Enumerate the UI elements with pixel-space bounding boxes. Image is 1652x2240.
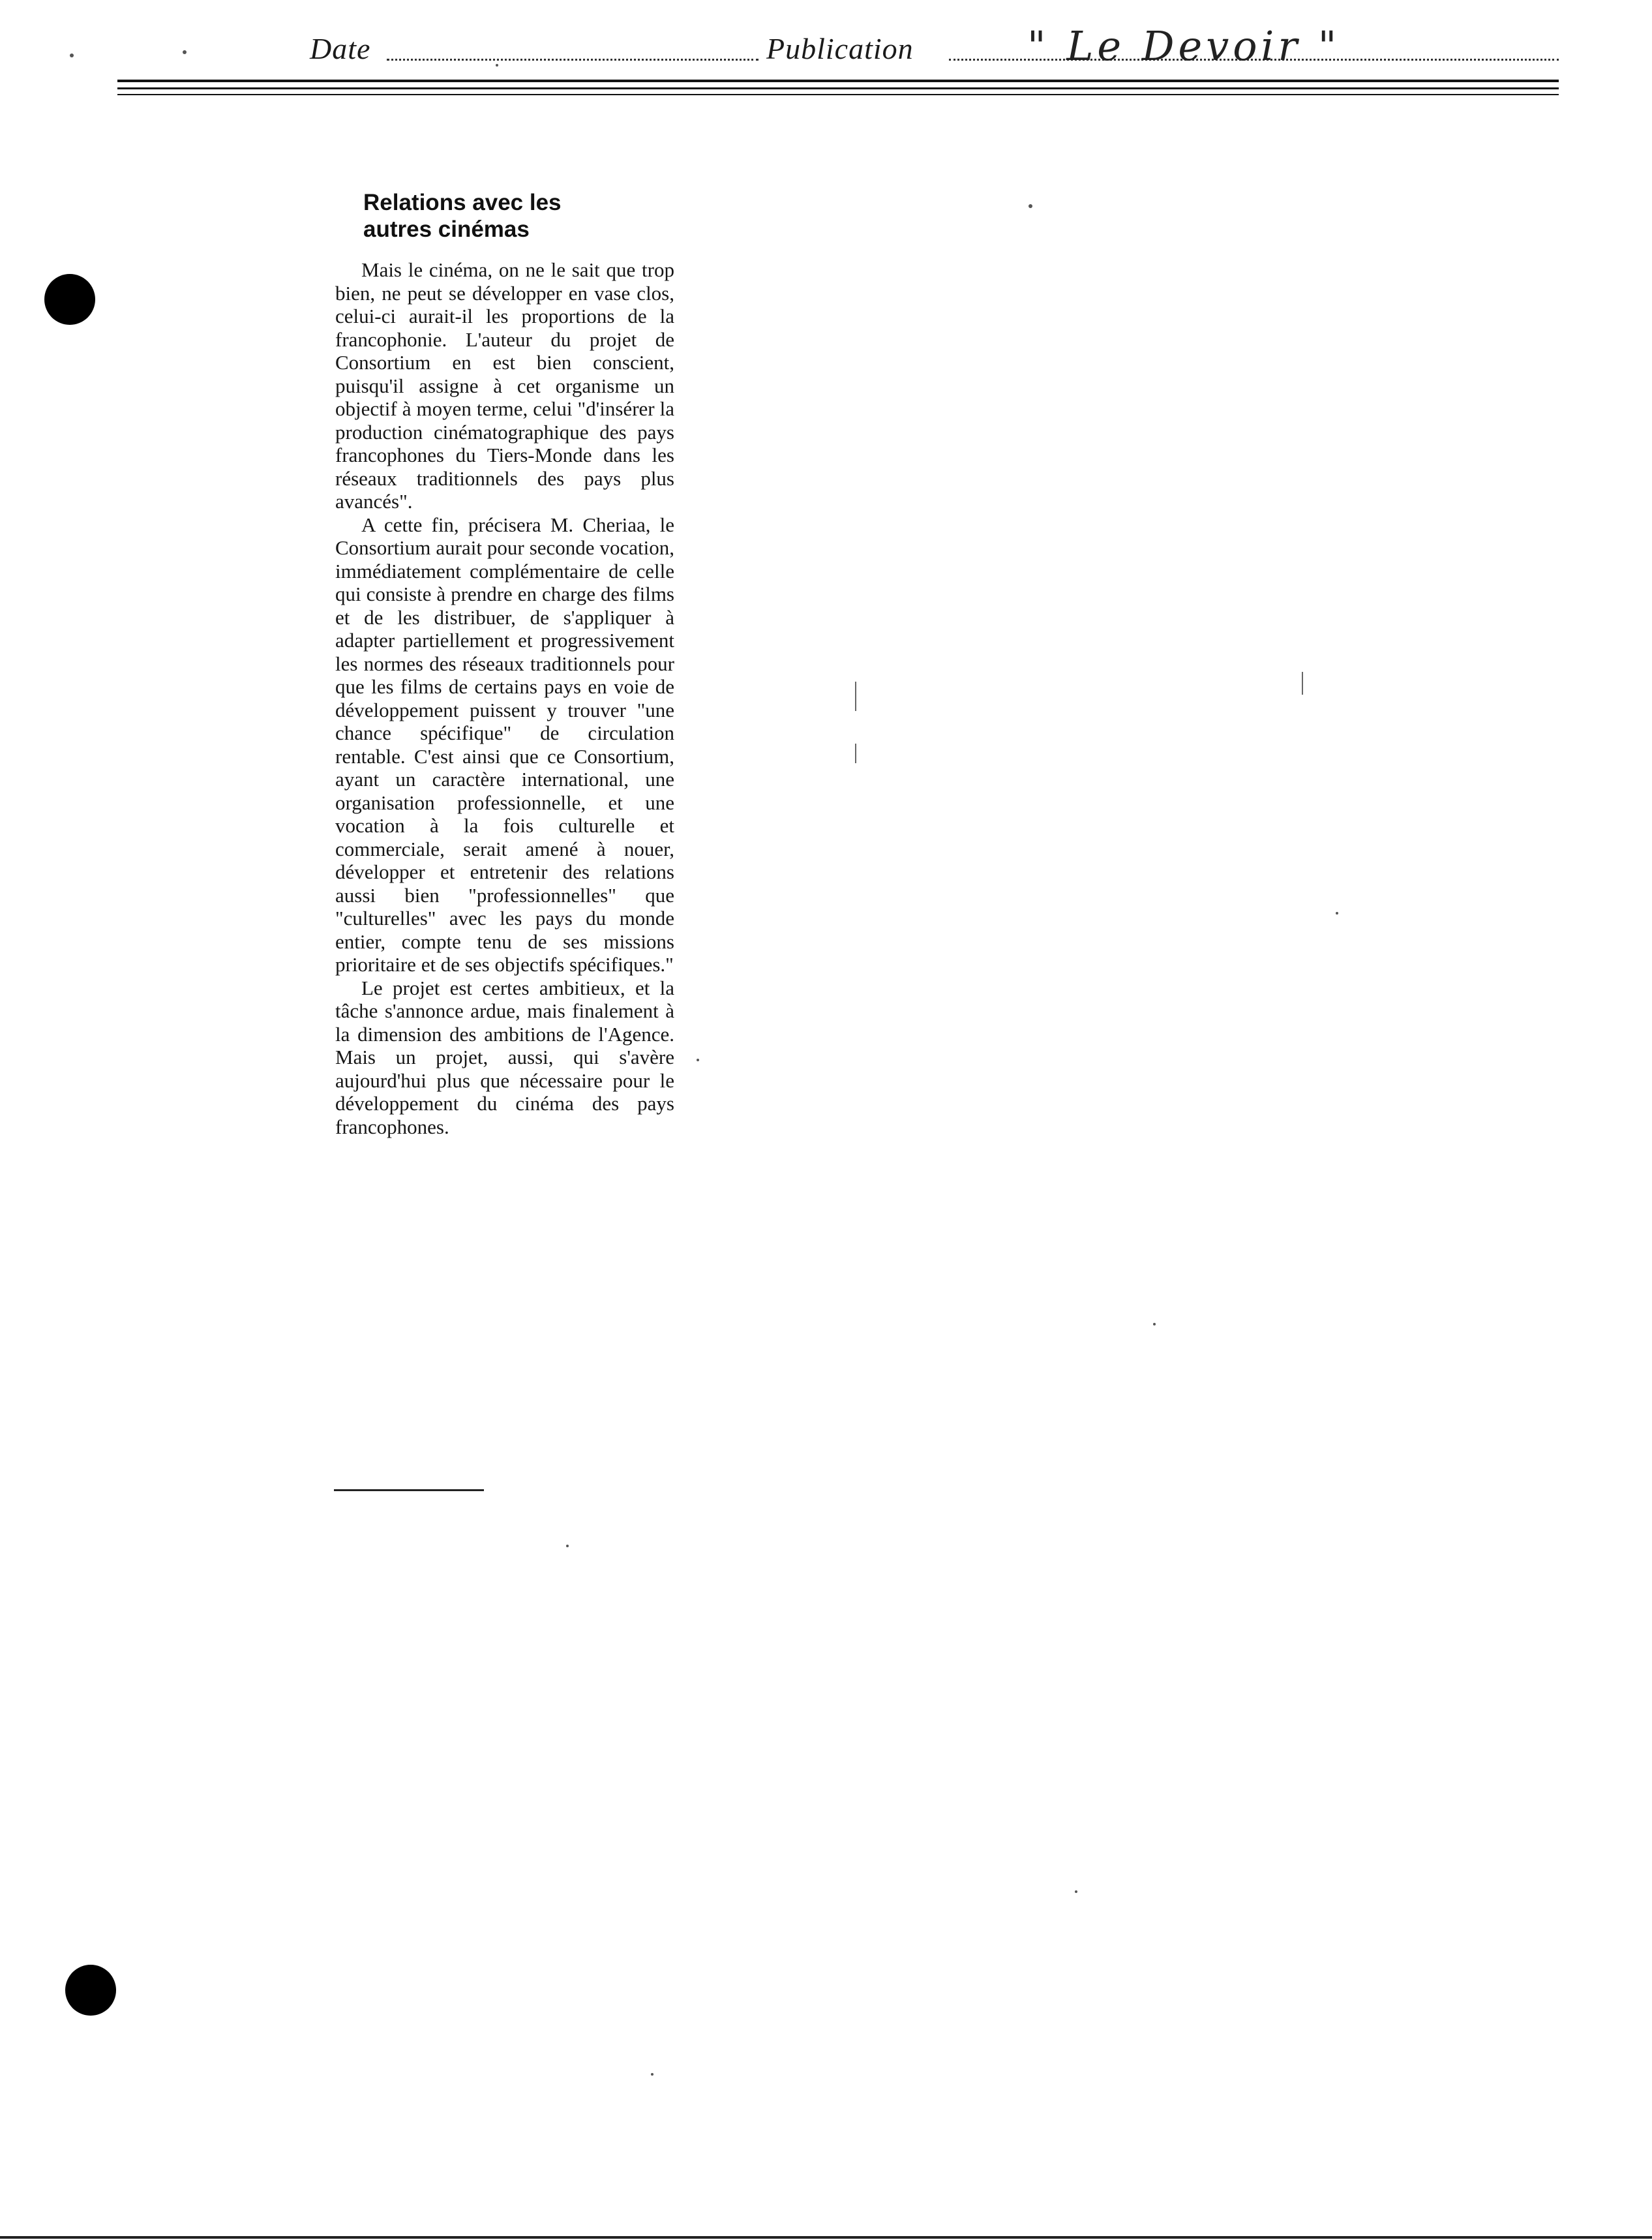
punch-hole: [65, 1965, 116, 2016]
header-rule: [117, 80, 1559, 82]
article-title-line: autres cinémas: [363, 217, 530, 242]
article-body: [335, 258, 674, 1138]
article-paragraph: Le projet est certes ambitieux, et la tâche s'annonce ardue, mais finalement à la dimension des ambitions de l'Agence. Mais un projet, aussi, qui s'avère aujourd'hui plus que nécessaire pour le développement du cinéma des pays francophones.: [335, 976, 674, 1138]
article-paragraph: Mais le cinéma, on ne le sait que trop bien, ne peut se développer en vase clos, celui-ci aurait-il les proportions de la francophonie. L'auteur du projet de Consortium en est bien conscient, puisqu'il assigne à cet organisme un objectif à moyen terme, celui "d'insérer la production cinématographique des pays francophones du Tiers-Monde dans les réseaux traditionnels des pays plus avancés".: [335, 258, 674, 513]
date-dotted-line: [387, 59, 758, 61]
publication-label: Publication: [766, 32, 914, 65]
newspaper-clipping: [335, 189, 674, 1138]
article-title: [363, 189, 674, 243]
article-end-rule: [334, 1489, 484, 1491]
archive-header: [310, 22, 1559, 72]
publication-handwritten-value: " Le Devoir ": [1027, 22, 1341, 70]
date-label: Date: [310, 32, 371, 65]
article-title-line: Relations avec les: [363, 190, 562, 215]
article-paragraph: A cette fin, précisera M. Cheriaa, le Consortium aurait pour seconde vocation, immédiatement complémentaire de celle qui consiste à prendre en charge des films et de les distribuer, de s'appliquer à adapter partiellement et progressivement les normes des réseaux traditionnels pour que les films de certains pays en voie de développement puissent y trouver "une chance spécifique" de circulation rentable. C'est ainsi que ce Consortium, ayant un caractère international, une organisation professionnelle, et une vocation à la fois culturelle et commerciale, serait amené à nouer, développer et entretenir des relations aussi bien "professionnelles" que "culturelles" avec les pays du monde entier, compte tenu de ses missions prioritaire et de ses objectifs spécifiques.": [335, 513, 674, 976]
punch-hole: [44, 274, 95, 325]
header-rule: [117, 87, 1559, 89]
header-rule: [117, 94, 1559, 95]
